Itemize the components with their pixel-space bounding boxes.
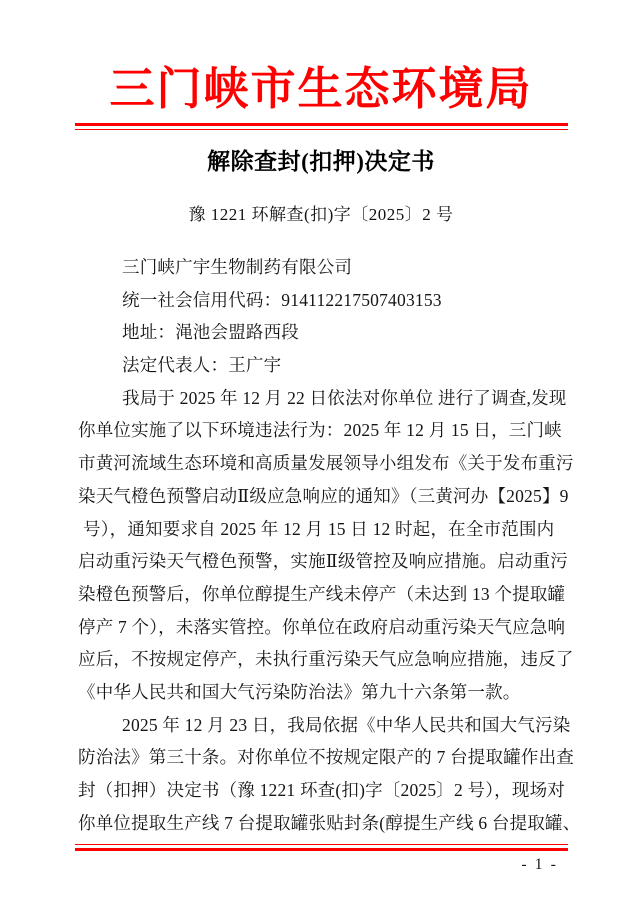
footer-double-rule [75, 844, 568, 851]
body-line: 启动重污染天气橙色预警，实施Ⅱ级管控及响应措施。启动重污 [78, 551, 568, 572]
body-line: 法定代表人：王广宇 [122, 355, 282, 376]
body-line: 三门峡广宇生物制药有限公司 [122, 257, 353, 277]
body-line: 防治法》第三十条。对你单位不按规定限产的 7 台提取罐作出查 [78, 747, 574, 768]
body-line: 停产 7 个），未落实管控。你单位在政府启动重污染天气应急响 [78, 616, 566, 637]
body-line: 封（扣押）决定书（豫 1221 环查(扣)字〔2025〕2 号），现场对 [78, 780, 565, 800]
body-line: 市黄河流域生态环境和高质量发展领导小组发布《关于发布重污 [78, 453, 574, 474]
agency-letterhead: 三门峡市生态环境局 [109, 64, 533, 114]
body-line: 你单位实施了以下环境违法行为：2025 年 12 月 15 日，三门峡 [78, 420, 562, 441]
document-title: 解除查封(扣押)决定书 [207, 149, 435, 174]
body-line: 号），通知要求自 2025 年 12 月 15 日 12 时起，在全市范围内 [83, 518, 555, 539]
body-line: 2025 年 12 月 23 日，我局依据《中华人民共和国大气污染 [122, 714, 571, 735]
page-number: - 1 - [521, 856, 558, 874]
letterhead-double-rule [75, 123, 568, 130]
body-line: 染天气橙色预警启动Ⅱ级应急响应的通知》（三黄河办【2025】9 [78, 485, 569, 506]
body-line: 你单位提取生产线 7 台提取罐张贴封条(醇提生产线 6 台提取罐、 [78, 812, 581, 833]
body-line: 统一社会信用代码：914112217507403153 [122, 289, 442, 310]
body-line: 应后，不按规定停产，未执行重污染天气应急响应措施，违反了 [78, 649, 574, 670]
body-line: 《中华人民共和国大气污染防治法》第九十六条第一款。 [78, 681, 521, 702]
body-line: 地址：渑池会盟路西段 [122, 322, 299, 343]
document-body [78, 251, 581, 839]
body-line: 我局于 2025 年 12 月 22 日依法对你单位 进行了调查,发现 [122, 387, 567, 408]
body-line: 染橙色预警后，你单位醇提生产线未停产（未达到 13 个提取罐 [78, 583, 566, 604]
document-reference-number: 豫 1221 环解查(扣)字〔2025〕2 号 [188, 205, 454, 224]
